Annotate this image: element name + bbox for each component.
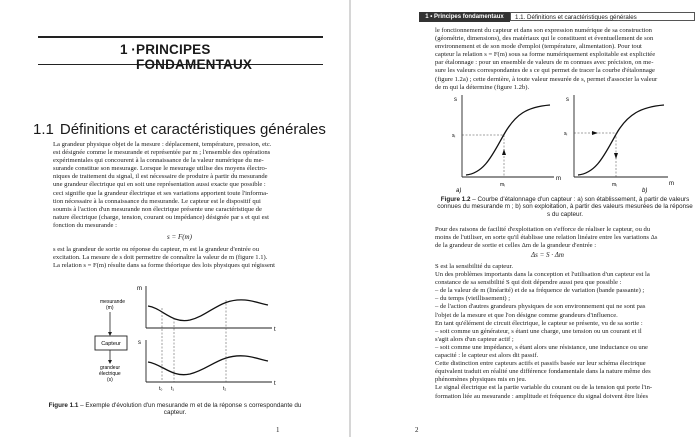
left-paragraph-1-line: expérimentales qui concourent à la connaissance de la valeur numérique du me-: [53, 157, 264, 165]
right-paragraph-1-line: le fonctionnement du capteur et dans son expression numérique de sa construction: [435, 27, 652, 34]
left-paragraph-1-line: niques de traitement du signal, il est nécessaire de produire à partir du mesurande: [53, 173, 268, 181]
right-paragraph-3-line: l'objet de la mesure et que l'on désigne comme grandeurs d'influence.: [435, 311, 618, 319]
right-paragraph-1-line: (figure 1.2a) ; cette dernière, à toute valeur mesurée de s, permet d'associer la valeur: [435, 75, 658, 83]
fig2b-curve: [578, 105, 664, 175]
left-page-number: 1: [276, 426, 280, 434]
right-paragraph-3-line: – soit comme un générateur, s étant une charge, une tension ou un courant et il: [435, 327, 642, 335]
fig2a-axis-m: m: [556, 176, 561, 182]
header-chapter: 1 • Principes fondamentaux: [419, 12, 510, 22]
left-paragraph-2-line: La relation s = F(m) résulte dans sa forme théorique des lois physiques qui régissent: [53, 262, 275, 270]
right-paragraph-3-line: – de l'action d'autres grandeurs physiques de son environnement qui ne sont pas: [435, 303, 646, 311]
fig2a-axis-s: s: [454, 97, 457, 103]
right-paragraph-1-line: sure les valeurs correspondantes de s ce qui permet de tracer la courbe d'étalonnage: [435, 67, 655, 75]
fig1-axis-t-bot: t: [274, 381, 276, 387]
right-paragraph-3-line: – soit comme une impédance, s étant alors une résistance, une inductance ou une: [435, 343, 648, 351]
right-paragraph-3-line: Cette distinction entre capteurs actifs et passifs basée sur leur schéma électrique: [435, 360, 646, 368]
fig1-curve-s: [148, 356, 268, 375]
fig1-tick-t0: t₀: [159, 386, 163, 392]
right-paragraph-1-line: capteur la relation s = F(m) sous sa forme numériquement exploitable est explicitée: [435, 51, 656, 59]
fig1-sortie-label-3: (s): [107, 377, 113, 383]
chapter-heading: [38, 36, 323, 72]
chapter-title: PRINCIPES FONDAMENTAUX: [136, 42, 253, 72]
fig2b-label: b): [642, 188, 648, 194]
fig1-axis-m: m: [137, 286, 142, 292]
left-paragraph-1-line: soumis à l'action d'un mesurande non électrique présente une caractéristique de: [53, 205, 262, 213]
fig2a-curve: [466, 105, 550, 175]
right-paragraph-1: [435, 27, 695, 92]
right-paragraph-3-line: Le signal électrique est la partie variable du courant ou de la tension qui porte l'in-: [435, 384, 653, 392]
right-paragraph-2-line: de la grandeur de sortie et celles Δm de la grandeur d'entrée :: [435, 242, 597, 250]
left-paragraph-1-line: La grandeur physique objet de la mesure : déplacement, température, pression, etc.: [53, 141, 272, 148]
right-paragraph-2: [435, 226, 695, 250]
right-paragraph-3-line: formation liée au mesurande : amplitude et fréquence du signal doivent être liées: [435, 392, 649, 400]
left-page: [0, 0, 349, 437]
fig2b-mi: mᵢ: [612, 182, 617, 188]
right-paragraph-2-line: Pour des raisons de facilité d'exploitation on s'efforce de réaliser le capteur, ou du: [435, 226, 651, 233]
left-paragraph-1-line: fonction du mesurande :: [53, 221, 117, 229]
fig1-sortie-label-1: grandeur: [100, 365, 121, 371]
left-paragraph-2: [53, 246, 318, 270]
right-paragraph-3-line: phénomènes physiques mis en jeu.: [435, 376, 527, 384]
running-header: [419, 12, 695, 22]
fig1-axis-s: s: [138, 340, 141, 346]
figure-1-1-caption-text: – Exemple d'évolution d'un mesurande m et de la réponse s correspondante du: [80, 402, 302, 409]
right-paragraph-3-line: – de la valeur de m (linéarité) et de sa fréquence de variation (bande passante) ;: [435, 287, 645, 295]
fig2b-axis-m: m: [669, 181, 674, 187]
fig1-mesurande-label: mesurande: [100, 299, 126, 305]
left-paragraph-2-line: s est la grandeur de sortie ou réponse du capteur, m est la grandeur d'entrée ou: [53, 246, 259, 253]
section-heading: [33, 121, 326, 138]
left-paragraph-1-line: ceci signifie que la grandeur électrique et ses variations apportent toute l'informa-: [53, 189, 269, 197]
right-paragraph-3-line: – du temps (vieillissement) ;: [435, 295, 511, 303]
figure-1-2-caption-label: Figure 1.2: [440, 196, 471, 203]
figure-1-2-caption: [435, 196, 695, 218]
fig2a-si: sᵢ: [452, 133, 456, 139]
section-title: Définitions et caractéristiques générales: [59, 121, 326, 138]
right-paragraph-3-line: capacité : le capteur est alors dit passif.: [435, 352, 539, 360]
figure-1-1-caption: [40, 402, 310, 417]
fig2a-mi: mᵢ: [500, 182, 505, 188]
figure-1-2-caption-text-2: connues du mesurande m ; b) son exploitation, à partir des valeurs mesurées de la réponse: [437, 203, 693, 211]
right-paragraph-3-line: Un des problèmes importants dans la conception et l'utilisation d'un capteur est la: [435, 271, 650, 279]
left-paragraph-1-line: tion nécessaire à la connaissance du mesurande. Le capteur est le dispositif qui: [53, 197, 261, 205]
right-page: [351, 0, 700, 437]
fig1-sortie-label-2: électrique: [99, 371, 121, 377]
figure-1-2: [446, 91, 676, 195]
fig2b-arrow-h: [592, 131, 598, 135]
fig1-arrowhead-in: [108, 332, 112, 336]
fig2b-axis-s: s: [566, 97, 569, 103]
header-section: 1.1. Définitions et caractéristiques générales: [510, 12, 695, 21]
figure-1-1-caption-text-2: capteur.: [163, 409, 187, 417]
right-paragraph-2-line: moins de l'utiliser, en sorte qu'il établisse une relation linéaire entre les variations Δs: [435, 234, 658, 242]
right-paragraph-1-line: environnement et de son mode d'emploi (température, alimentation). Pour tout: [435, 43, 642, 51]
right-paragraph-1-line: (géométrie, dimensions), des matériaux qui le constituent et éventuellement de son: [435, 35, 654, 43]
left-equation: s = F(m): [167, 233, 192, 241]
fig1-axis-t-top: t: [274, 327, 276, 333]
left-paragraph-1-line: une grandeur électrique qui en soit une représentation aussi exacte que possible :: [53, 181, 266, 189]
right-paragraph-3-line: s'agit alors d'un capteur actif ;: [435, 335, 514, 343]
fig2a-label: a): [456, 188, 462, 194]
fig1-arrowhead-out: [108, 360, 112, 364]
left-paragraph-1: [53, 141, 318, 230]
fig1-capteur-label: Capteur: [101, 341, 121, 347]
left-paragraph-1-line: nature électrique (charge, tension, courant ou impédance) désignée par s et qui est: [53, 213, 269, 221]
section-number: 1.1: [33, 121, 54, 138]
left-paragraph-2-line: excitation. La mesure de s doit permettre de connaître la valeur de m (figure 1.1).: [53, 254, 268, 262]
fig1-mesurande-sym: (m): [106, 305, 114, 311]
fig1-curve-m: [148, 300, 268, 321]
figure-1-2-caption-text-3: s du capteur.: [546, 210, 584, 218]
fig2b-si: sᵢ: [564, 131, 568, 137]
figure-1-1: [40, 278, 300, 400]
right-paragraph-3-line: constance de sa sensibilité S qui doit dépendre aussi peu que possible :: [435, 279, 622, 287]
right-paragraph-3-line: S est la sensibilité du capteur.: [435, 263, 514, 270]
right-paragraph-3: [435, 263, 695, 401]
right-paragraph-1-line: par étalonnage : pour un ensemble de valeurs de m connues avec précision, on me-: [435, 59, 654, 67]
fig1-tick-t1: t₁: [171, 386, 175, 392]
figure-1-1-caption-label: Figure 1.1: [48, 402, 79, 409]
fig2a-arrow: [502, 149, 506, 155]
fig1-tick-t2: t₂: [223, 386, 227, 392]
left-paragraph-1-line: surande constitue son mesurage. Lorsque le mesurage utilise des moyens électro-: [53, 165, 268, 173]
figure-1-2-caption-text: – Courbe d'étalonnage d'un capteur : a) son établissement, à partir de valeurs: [472, 196, 690, 203]
chapter-number: 1 ·: [120, 42, 136, 57]
right-equation: Δs = S · Δm: [531, 251, 564, 259]
fig2b-arrow-v: [614, 153, 618, 159]
left-paragraph-1-line: est désignée comme le mesurande et représentée par m ; l'ensemble des opérations: [53, 149, 271, 157]
right-paragraph-3-line: équivalent traduit en réalité une différence fondamentale dans la nature même des: [435, 368, 651, 376]
right-paragraph-1-line: de m qui la détermine (figure 1.2b).: [435, 83, 530, 91]
right-page-number: 2: [415, 426, 419, 434]
right-paragraph-3-line: En tant qu'élément de circuit électrique, le capteur se présente, vu de sa sortie :: [435, 319, 643, 327]
